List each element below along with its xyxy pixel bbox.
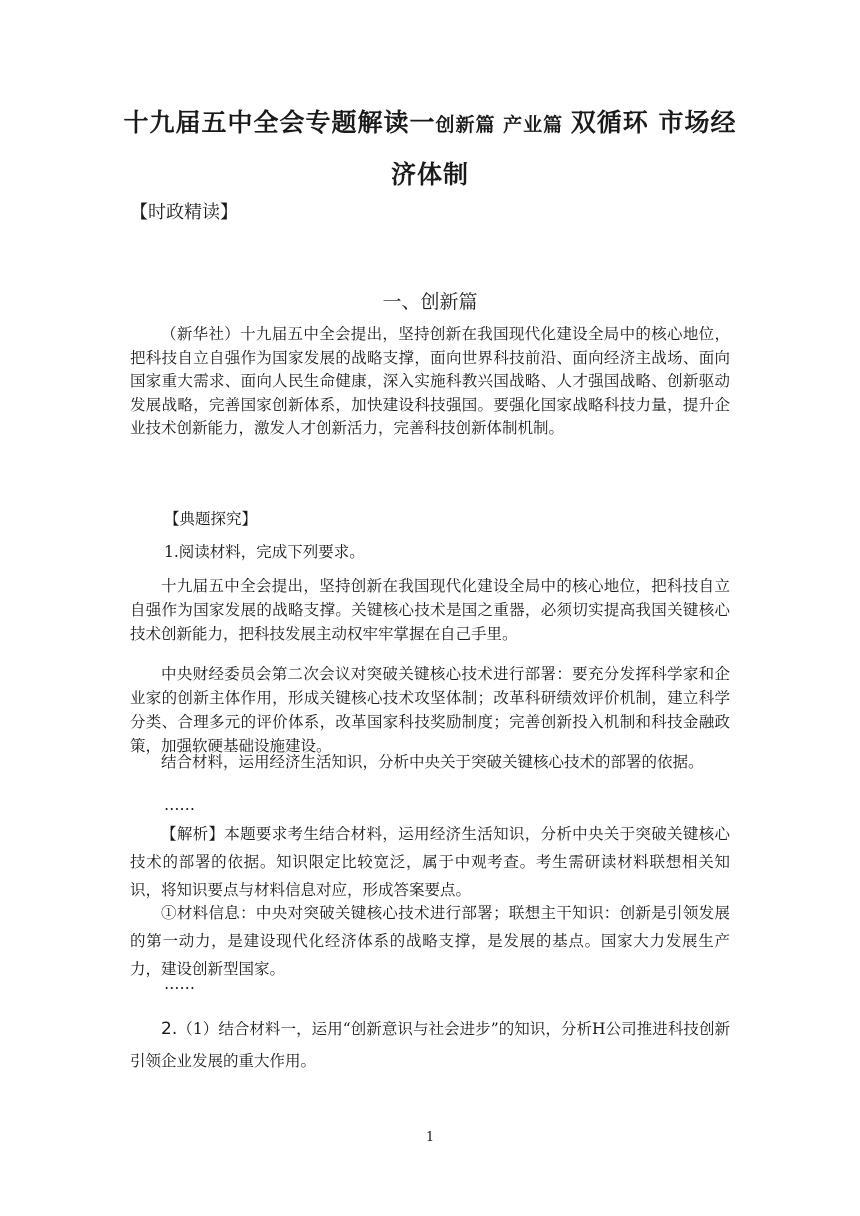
page-number: 1	[425, 1130, 435, 1145]
section-heading: 一、创新篇	[382, 291, 478, 313]
ellipsis-1: ……	[164, 796, 195, 814]
dianti-label: 【典题探究】	[164, 510, 258, 528]
title-main: 十九届五中全会专题解读一	[123, 108, 436, 137]
task-paragraph: 结合材料，运用经济生活知识，分析中央关于突破关键核心技术的部署的依据。	[161, 753, 704, 771]
material-2-paragraph: 中央财经委员会第二次会议对突破关键核心技术进行部署：要充分发挥科学家和企业家的创新主体作用，形成关键核心技术攻坚体制；改革科研绩效评价机制，建立科学分类、合理多元的评价体系，改革国家科技奖励制度；完善创新投入机制和科技金融政策，加强软硬基础设施建设。	[130, 665, 730, 755]
material-1-paragraph: 十九届五中全会提出，坚持创新在我国现代化建设全局中的核心地位，把科技自立自强作为国家发展的战略支撑。关键核心技术是国之重器，必须切实提高我国关键核心技术创新能力，把科技发展主动权牢牢掌握在自己手里。	[130, 577, 730, 643]
analysis-paragraph: 【解析】本题要求考生结合材料，运用经济生活知识，分析中央关于突破关键核心技术的部署的依据。知识限定比较宽泛，属于中观考查。考生需研读材料联想相关知识，将知识要点与材料信息对应，形成答案要点。	[130, 825, 730, 899]
subtitle: 【时政精读】	[130, 202, 238, 223]
title-small: 创新篇 产业篇	[435, 114, 571, 136]
document-title	[120, 98, 740, 200]
question-2	[130, 1013, 730, 1077]
title-end: 双循环 市场经济体制	[390, 108, 737, 189]
question-2-text: （1）结合材料一，运用“创新意识与社会进步”的知识，分析H公司推进科技创新引领企业发展的重大作用。	[130, 1020, 730, 1070]
intro-paragraph: （新华社）十九届五中全会提出，坚持创新在我国现代化建设全局中的核心地位，把科技自立自强作为国家发展的战略支撑，面向世界科技前沿、面向经济主战场、面向国家重大需求、面向人民生命健康，深入实施科教兴国战略、人才强国战略、创新驱动发展战略，完善国家创新体系，加快建设科技强国。要强化国家战略科技力量，提升企业技术创新能力，激发人才创新活力，完善科技创新体制机制。	[130, 325, 730, 437]
ellipsis-2: ……	[164, 975, 195, 993]
question-2-number: 2.	[161, 1019, 178, 1039]
point-1-paragraph: ①材料信息：中央对突破关键核心技术进行部署；联想主干知识：创新是引领发展的第一动力，是建设现代化经济体系的战略支撑，是发展的基点。国家大力发展生产力，建设创新型国家。	[130, 904, 730, 978]
question-1: 1.阅读材料，完成下列要求。	[164, 543, 365, 561]
